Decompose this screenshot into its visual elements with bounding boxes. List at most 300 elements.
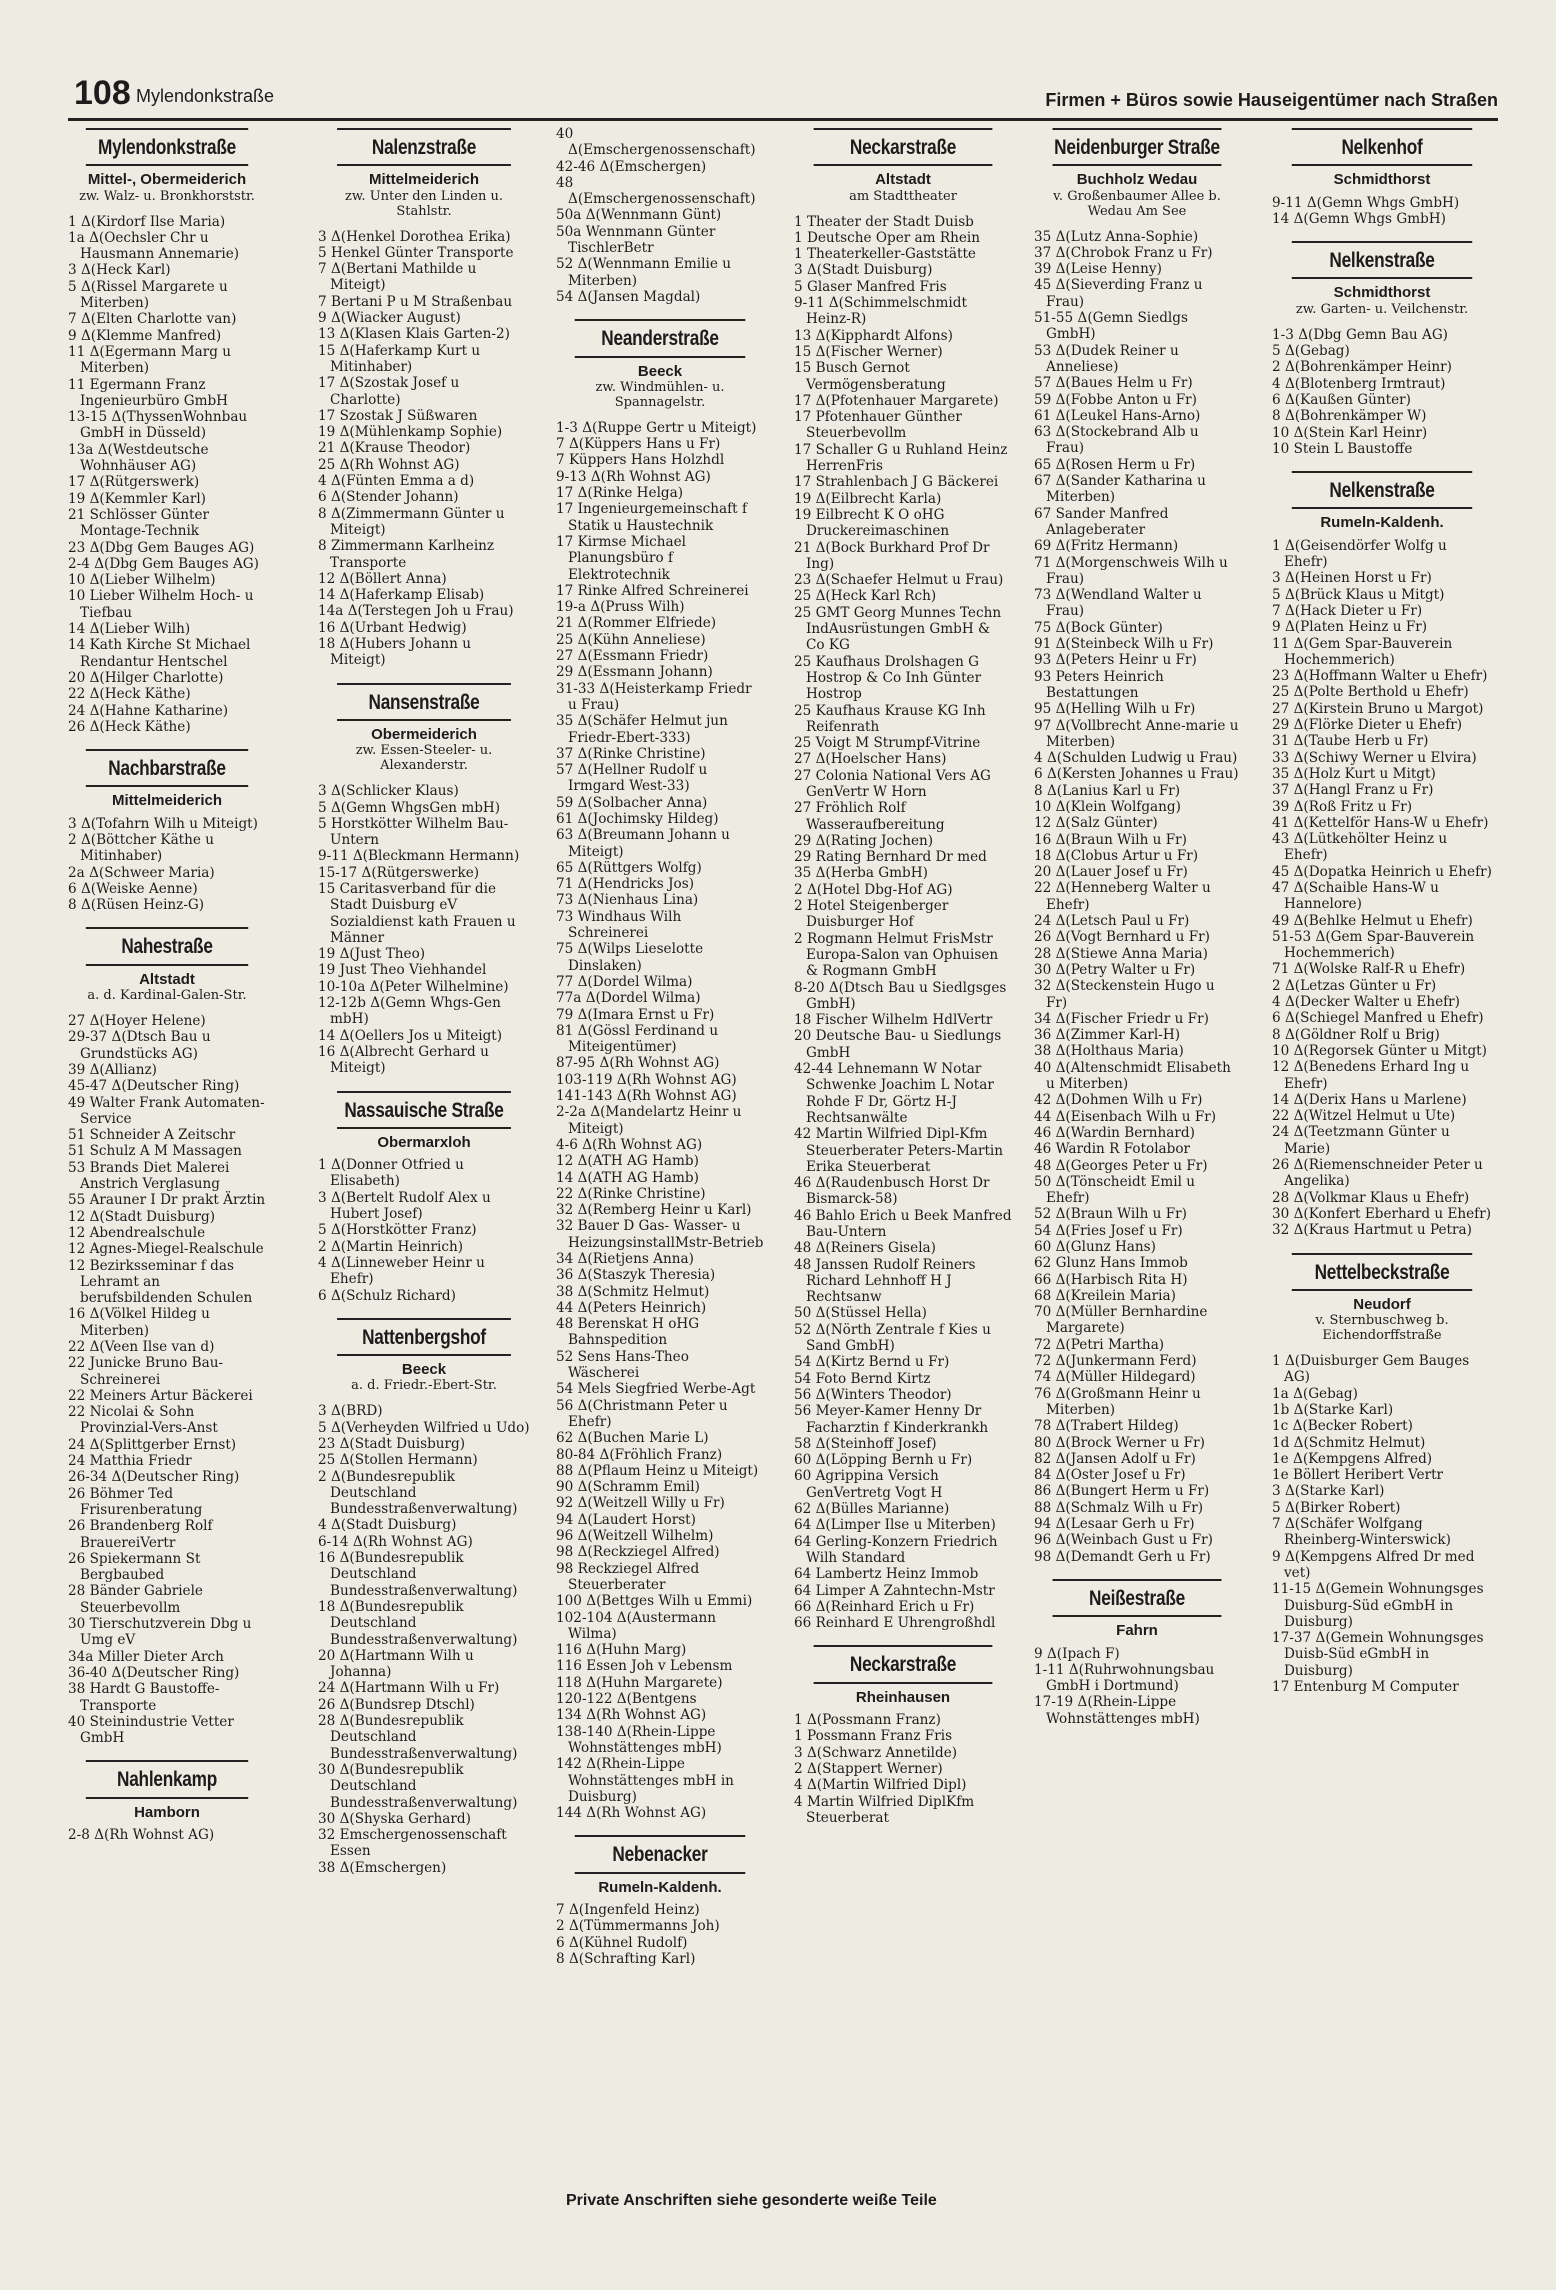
address-entry: 15 Δ(Haferkamp Kurt u Mitinhaber)	[318, 342, 481, 375]
address-entry: 40 Steinindustrie Vetter GmbH	[68, 1713, 234, 1747]
address-entry: 14 Δ(Gemn Whgs GmbH)	[1272, 210, 1446, 227]
address-entry: 17 Δ(Pfotenhauer Margarete)	[794, 392, 999, 409]
street-section	[68, 927, 266, 1746]
address-entry: 23 Δ(Dbg Gem Bauges AG)	[68, 539, 255, 556]
address-entry: 77a Δ(Dordel Wilma)	[556, 990, 701, 1007]
district-name: Obermarxloh	[377, 1133, 471, 1151]
address-entry: 50a Wennmann Günter TischlerBetr	[556, 223, 716, 257]
address-entry: 6 Δ(Schiegel Manfred u Ehefr)	[1272, 1010, 1484, 1027]
address-entry: 1-3 Δ(Dbg Gemn Bau AG)	[1272, 326, 1448, 343]
address-entry: 98 Δ(Demandt Gerh u Fr)	[1034, 1548, 1211, 1565]
address-entry: 56 Δ(Winters Theodor)	[794, 1386, 952, 1403]
address-entry: 6-14 Δ(Rh Wohnst AG)	[318, 1533, 473, 1550]
address-entry: 100 Δ(Bettges Wilh u Emmi)	[556, 1593, 753, 1610]
address-entry: 4 Δ(Schulden Ludwig u Frau)	[1034, 750, 1238, 767]
street-location-note: am Stadttheater	[849, 188, 957, 204]
address-entry: 5 Δ(Gebag)	[1272, 343, 1350, 360]
address-entry: 3 Δ(Starke Karl)	[1272, 1483, 1385, 1500]
address-entry: 20 Δ(Lauer Josef u Fr)	[1034, 864, 1188, 881]
street-heading: Nahestraße	[86, 927, 248, 965]
address-entry: 22 Meiners Artur Bäckerei	[68, 1387, 253, 1404]
address-entry: 17 Pfotenhauer Günther Steuerbevollm	[794, 409, 962, 442]
address-entry: 21 Schlösser Günter Montage-Technik	[68, 506, 210, 540]
address-entry: 17 Δ(Szostak Josef u Charlotte)	[318, 375, 460, 408]
address-entry: 1-11 Δ(Ruhrwohnungsbau GmbH i Dortmund)	[1034, 1661, 1215, 1695]
address-entry: 20 Δ(Hilger Charlotte)	[68, 669, 224, 686]
address-entry: 42 Martin Wilfried Dipl-Kfm Steuerberater Peters-Martin Erika Steuerberat	[794, 1126, 1004, 1175]
address-entry: 18 Δ(Hubers Johann u Miteigt)	[318, 636, 471, 669]
address-entry: 44 Δ(Peters Heinrich)	[556, 1299, 707, 1316]
street-section	[68, 1760, 266, 1843]
address-entry: 73 Δ(Wendland Walter u Frau)	[1034, 587, 1202, 620]
address-entry: 48 Δ(Reiners Gisela)	[794, 1240, 936, 1257]
address-entry: 8 Δ(Rüsen Heinz-G)	[68, 897, 205, 914]
district-name: Beeck	[637, 362, 683, 380]
address-entry: 6 Δ(Stender Johann)	[318, 489, 459, 506]
address-entry: 118 Δ(Huhn Margarete)	[556, 1674, 723, 1691]
address-entry: 12 Agnes-Miegel-Realschule	[68, 1241, 264, 1258]
address-entry: 29-37 Δ(Dtsch Bau u Grundstücks AG)	[68, 1029, 211, 1062]
address-entry: 2-8 Δ(Rh Wohnst AG)	[68, 1827, 215, 1844]
address-entry: 6 Δ(Schulz Richard)	[318, 1287, 456, 1304]
address-entry: 5 Δ(Horstkötter Franz)	[318, 1222, 477, 1239]
address-entry: 24 Matthia Friedr	[68, 1453, 192, 1470]
address-entry: 76 Δ(Großmann Heinr u Miterben)	[1034, 1385, 1201, 1418]
directory-column-2	[318, 126, 530, 2186]
address-entry: 21 Δ(Rommer Elfriede)	[556, 615, 717, 632]
address-entry: 37 Δ(Hangl Franz u Fr)	[1272, 782, 1434, 799]
address-entry: 22 Δ(Witzel Helmut u Ute)	[1272, 1108, 1456, 1125]
address-entry: 82 Δ(Jansen Adolf u Fr)	[1034, 1450, 1196, 1467]
address-entry: 1 Δ(Possmann Franz)	[794, 1712, 941, 1729]
address-entry: 51-55 Δ(Gemn Siedlgs GmbH)	[1034, 310, 1188, 343]
address-entry: 2 Δ(Bundesrepublik Deutschland Bundesstraßenverwaltung)	[318, 1468, 518, 1518]
address-entry: 8-20 Δ(Dtsch Bau u Siedlgsges GmbH)	[794, 979, 1007, 1012]
address-entry: 41 Δ(Kettelför Hans-W u Ehefr)	[1272, 814, 1489, 831]
address-entry: 38 Hardt G Baustoffe-Transporte	[68, 1681, 220, 1714]
address-entry: 71 Δ(Wolske Ralf-R u Ehefr)	[1272, 961, 1466, 978]
address-entry: 54 Mels Siegfried Werbe-Agt	[556, 1381, 756, 1398]
address-entry: 45 Δ(Dopatka Heinrich u Ehefr)	[1272, 863, 1492, 880]
address-entry: 6 Δ(Kaußen Günter)	[1272, 391, 1411, 408]
address-entry: 14 Kath Kirche St Michael Rendantur Hentschel	[68, 637, 251, 670]
address-entry: 75 Δ(Bock Günter)	[1034, 619, 1163, 636]
address-entry: 27 Colonia National Vers AG GenVertr W Horn	[794, 767, 991, 800]
street-location-note: zw. Windmühlen- u. Spannagelstr.	[595, 379, 725, 410]
address-entry: 22 Δ(Henneberg Walter u Ehefr)	[1034, 880, 1211, 913]
address-entry: 51 Schneider A Zeitschr	[68, 1127, 236, 1144]
address-entry: 36 Δ(Staszyk Theresia)	[556, 1267, 716, 1284]
address-entry: 80-84 Δ(Fröhlich Franz)	[556, 1446, 723, 1463]
district-name: Rheinhausen	[855, 1688, 951, 1706]
address-entry: 46 Wardin R Fotolabor	[1034, 1141, 1191, 1158]
address-entry: 6 Δ(Weiske Aenne)	[68, 880, 198, 897]
address-entry: 3 Δ(Henkel Dorothea Erika)	[318, 228, 511, 245]
address-entry: 1c Δ(Becker Robert)	[1272, 1418, 1413, 1435]
street-location-note: v. Sternbuschweg b. Eichendorffstraße	[1315, 1313, 1449, 1344]
address-entry: 12-12b Δ(Gemn Whgs-Gen mbH)	[318, 995, 501, 1028]
address-entry: 60 Agrippina Versich GenVertretg Vogt H	[794, 1468, 943, 1501]
address-entry: 14a Δ(Terstegen Joh u Frau)	[318, 603, 514, 620]
address-entry: 1 Δ(Duisburger Gem Bauges AG)	[1272, 1353, 1470, 1386]
address-entry: 29 Rating Bernhard Dr med	[794, 849, 987, 866]
address-entry: 2 Δ(Hotel Dbg-Hof AG)	[794, 881, 953, 898]
address-entry: 87-95 Δ(Rh Wohnst AG)	[556, 1055, 720, 1072]
address-entry: 24 Δ(Letsch Paul u Fr)	[1034, 913, 1190, 930]
address-entry: 64 Δ(Limper Ilse u Miterben)	[794, 1517, 996, 1534]
address-entry: 31 Δ(Taube Herb u Fr)	[1272, 733, 1429, 750]
address-entry: 95 Δ(Helling Wilh u Fr)	[1034, 701, 1196, 718]
address-entry: 71 Δ(Hendricks Jos)	[556, 876, 695, 893]
address-entry: 16 Δ(Völkel Hildeg u Miterben)	[68, 1306, 210, 1339]
address-entry: 17 Kirmse Michael Planungsbüro f Elektrotechnik	[556, 533, 686, 583]
address-entry: 40 Δ(Emschergenossenschaft)	[556, 126, 756, 159]
street-heading: Nansenstraße	[337, 683, 511, 721]
address-entry: 13a Δ(Westdeutsche Wohnhäuser AG)	[68, 441, 209, 475]
address-entry: 17-37 Δ(Gemein Wohnungsges Duisb-Süd eGmbH in Duisburg)	[1272, 1630, 1484, 1679]
street-section	[556, 126, 764, 305]
address-entry: 26 Böhmer Ted Frisurenberatung	[68, 1485, 203, 1518]
address-entry: 9 Δ(Wiacker August)	[318, 310, 461, 327]
running-street-name: Mylendonkstraße	[136, 86, 275, 106]
address-entry: 10 Δ(Klein Wolfgang)	[1034, 798, 1181, 815]
district-name: Neudorf	[1353, 1295, 1411, 1313]
address-entry: 67 Δ(Sander Katharina u Miterben)	[1034, 473, 1206, 506]
address-entry: 25 Kaufhaus Drolshagen G Hostrop & Co Inh Günter Hostrop	[794, 653, 982, 703]
address-entry: 78 Δ(Trabert Hildeg)	[1034, 1418, 1179, 1435]
address-entry: 4 Martin Wilfried DiplKfm Steuerberat	[794, 1793, 975, 1826]
street-section	[318, 1318, 530, 1876]
address-entry: 17 Ingenieurgemeinschaft f Statik u Haustechnik	[556, 501, 747, 534]
address-entry: 73 Δ(Nienhaus Lina)	[556, 892, 699, 909]
district-name: Beeck	[401, 1361, 447, 1379]
address-entry: 3 Δ(Stadt Duisburg)	[794, 262, 933, 279]
address-entry: 35 Δ(Herba GmbH)	[794, 865, 928, 882]
street-location-note: zw. Essen-Steeler- u. Alexanderstr.	[355, 743, 493, 774]
address-entry: 54 Δ(Jansen Magdal)	[556, 288, 701, 305]
address-entry: 8 Zimmermann Karlheinz Transporte	[318, 538, 495, 571]
address-entry: 19-a Δ(Pruss Wilh)	[556, 599, 685, 616]
address-entry: 64 Lambertz Heinz Immob	[794, 1566, 979, 1583]
address-entry: 22 Nicolai & Sohn Provinzial-Vers-Anst	[68, 1404, 218, 1437]
street-section	[1272, 471, 1492, 1238]
address-entry: 33 Δ(Schiwy Werner u Elvira)	[1272, 749, 1477, 766]
address-entry: 20 Deutsche Bau- u Siedlungs GmbH	[794, 1028, 1002, 1061]
address-entry: 9-11 Δ(Gemn Whgs GmbH)	[1272, 194, 1460, 211]
address-entry: 75 Δ(Wilps Lieselotte Dinslaken)	[556, 941, 704, 974]
street-heading: Nelkenstraße	[1292, 241, 1472, 279]
address-entry: 4 Δ(Linneweber Heinr u Ehefr)	[318, 1254, 485, 1288]
address-entry: 12 Abendrealschule	[68, 1224, 206, 1241]
address-entry: 49 Walter Frank Automaten-Service	[68, 1094, 265, 1127]
address-entry: 18 Δ(Bundesrepublik Deutschland Bundesstraßenverwaltung)	[318, 1598, 518, 1648]
address-entry: 27 Δ(Hoelscher Hans)	[794, 751, 947, 768]
address-entry: 2 Δ(Martin Heinrich)	[318, 1238, 464, 1255]
address-entry: 7 Küppers Hans Holzhdl	[556, 452, 725, 469]
address-entry: 30 Tierschutzverein Dbg u Umg eV	[68, 1616, 252, 1649]
address-entry: 59 Δ(Solbacher Anna)	[556, 794, 708, 811]
address-entry: 120-122 Δ(Bentgens	[556, 1691, 697, 1708]
address-entry: 69 Δ(Fritz Hermann)	[1034, 538, 1179, 555]
address-entry: 18 Δ(Clobus Artur u Fr)	[1034, 847, 1199, 864]
street-heading: Neidenburger Straße	[1053, 128, 1222, 166]
district-name: Schmidthorst	[1333, 284, 1431, 302]
address-entry: 42 Δ(Dohmen Wilh u Fr)	[1034, 1092, 1203, 1109]
address-entry: 38 Δ(Holthaus Maria)	[1034, 1043, 1184, 1060]
street-section	[318, 1091, 530, 1304]
address-entry: 35 Δ(Holz Kurt u Mitgt)	[1272, 765, 1436, 782]
address-entry: 60 Δ(Glunz Hans)	[1034, 1239, 1156, 1255]
address-entry: 50a Δ(Wennmann Günt)	[556, 207, 722, 224]
address-entry: 20 Δ(Hartmann Wilh u Johanna)	[318, 1647, 474, 1681]
address-entry: 46 Bahlo Erich u Beek Manfred Bau-Untern	[794, 1207, 1012, 1240]
address-entry: 26 Δ(Bundsrep Dtschl)	[318, 1696, 475, 1713]
address-entry: 19 Δ(Eilbrecht Karla)	[794, 490, 942, 507]
address-entry: 1 Theater der Stadt Duisb	[794, 213, 974, 230]
address-entry: 53 Brands Diet Malerei Anstrich Verglasung	[68, 1159, 230, 1193]
address-entry: 2 Δ(Bohrenkämper Heinr)	[1272, 359, 1452, 376]
address-entry: 11 Egermann Franz Ingenieurbüro GmbH	[68, 376, 229, 409]
address-entry: 9-11 Δ(Bleckmann Hermann)	[318, 848, 520, 865]
address-entry: 57 Δ(Hellner Rudolf u Irmgard West-33)	[556, 762, 708, 795]
address-entry: 93 Peters Heinrich Bestattungen	[1034, 668, 1164, 701]
address-entry: 2 Δ(Böttcher Käthe u Mitinhaber)	[68, 831, 215, 865]
address-entry: 34 Δ(Fischer Friedr u Fr)	[1034, 1010, 1209, 1027]
address-entry: 4 Δ(Stadt Duisburg)	[318, 1517, 457, 1534]
address-entry: 5 Henkel Günter Transporte	[318, 244, 514, 261]
district-name: Rumeln-Kaldenh.	[1320, 514, 1444, 532]
address-entry: 3 Δ(Bertelt Rudolf Alex u Hubert Josef)	[318, 1189, 491, 1223]
address-entry: 66 Δ(Reinhard Erich u Fr)	[794, 1598, 975, 1615]
address-entry: 14 Δ(Derix Hans u Marlene)	[1272, 1091, 1467, 1108]
address-entry: 1 Possmann Franz Fris	[794, 1728, 953, 1745]
address-entry: 23 Δ(Stadt Duisburg)	[318, 1436, 466, 1452]
address-entry: 52 Sens Hans-Theo Wäscherei	[556, 1348, 689, 1382]
street-section	[1272, 128, 1492, 227]
address-entry: 12 Δ(ATH AG Hamb)	[556, 1153, 699, 1170]
address-entry: 116 Δ(Huhn Marg)	[556, 1642, 687, 1659]
address-entry: 3 Δ(BRD)	[318, 1403, 383, 1420]
address-entry: 3 Δ(Heinen Horst u Fr)	[1272, 570, 1432, 587]
address-entry: 80 Δ(Brock Werner u Fr)	[1034, 1434, 1205, 1451]
street-heading: Nattenbergshof	[337, 1318, 511, 1356]
footer-note: Private Anschriften siehe gesonderte weiße Teile	[566, 2192, 937, 2209]
address-entry: 4 Δ(Fünten Emma a d)	[318, 473, 475, 490]
page-header	[68, 68, 1498, 121]
address-entry: 3 Δ(Heck Karl)	[68, 262, 171, 279]
district-name: Hamborn	[134, 1803, 200, 1821]
address-entry: 25 Δ(Heck Karl Rch)	[794, 588, 937, 605]
address-entry: 62 Δ(Buchen Marie L)	[556, 1430, 709, 1447]
address-entry: 29 Δ(Essmann Johann)	[556, 664, 713, 681]
address-entry: 2-4 Δ(Dbg Gem Bauges AG)	[68, 555, 259, 572]
address-entry: 66 Δ(Harbisch Rita H)	[1034, 1271, 1188, 1288]
street-heading: Neckarstraße	[814, 1645, 993, 1683]
address-entry: 7 Δ(Bertani Mathilde u Miteigt)	[318, 261, 477, 294]
address-entry: 26 Δ(Riemenschneider Peter u Angelika)	[1272, 1157, 1483, 1190]
address-entry: 54 Foto Bernd Kirtz	[794, 1370, 931, 1387]
street-section	[68, 128, 266, 735]
address-entry: 18 Fischer Wilhelm HdlVertr	[794, 1012, 993, 1029]
address-entry: 19 Δ(Just Theo)	[318, 946, 426, 963]
address-entry: 29 Δ(Rating Jochen)	[794, 832, 934, 849]
address-entry: 47 Δ(Schaible Hans-W u Hannelore)	[1272, 879, 1439, 913]
address-entry: 1b Δ(Starke Karl)	[1272, 1402, 1394, 1418]
address-entry: 17 Strahlenbach J G Bäckerei	[794, 474, 999, 491]
address-entry: 48 Δ(Georges Peter u Fr)	[1034, 1157, 1208, 1174]
street-heading: Nassauische Straße	[337, 1091, 511, 1129]
address-entry: 58 Δ(Steinhoff Josef)	[794, 1435, 937, 1452]
address-entry: 90 Δ(Schramm Emil)	[556, 1479, 700, 1496]
address-entry: 17 Rinke Alfred Schreinerei	[556, 582, 749, 599]
address-entry: 94 Δ(Laudert Horst)	[556, 1511, 696, 1528]
address-entry: 1 Δ(Kirdorf Ilse Maria)	[68, 213, 226, 230]
address-entry: 66 Reinhard E Uhrengroßhdl	[794, 1615, 996, 1632]
address-entry: 1a Δ(Oechsler Chr u Hausmann Annemarie)	[68, 229, 240, 263]
address-entry: 62 Glunz Hans Immob	[1034, 1255, 1188, 1272]
address-entry: 72 Δ(Petri Martha)	[1034, 1336, 1165, 1353]
address-entry: 92 Δ(Weitzell Willy u Fr)	[556, 1495, 725, 1512]
directory-column-3	[556, 126, 764, 2186]
address-entry: 10 Stein L Baustoffe	[1272, 440, 1413, 457]
address-entry: 9 Δ(Klemme Manfred)	[68, 327, 222, 344]
address-entry: 56 Meyer-Kamer Henny Dr Facharztin f Kinderkrankh	[794, 1403, 989, 1436]
address-entry: 17 Szostak J Süßwaren	[318, 407, 478, 424]
address-entry: 9 Δ(Ipach F)	[1034, 1645, 1120, 1662]
address-entry: 48 Berenskat H oHG Bahnspedition	[556, 1316, 700, 1349]
street-section	[556, 319, 764, 1821]
address-entry: 65 Δ(Rüttgers Wolfg)	[556, 859, 702, 876]
address-entry: 5 Δ(Birker Robert)	[1272, 1499, 1401, 1516]
address-entry: 26 Δ(Vogt Bernhard u Fr)	[1034, 929, 1210, 946]
street-heading: Mylendonkstraße	[86, 128, 248, 166]
address-entry: 8 Δ(Zimmermann Günter u Miteigt)	[318, 505, 505, 538]
street-location-note: a. d. Friedr.-Ebert-Str.	[351, 1378, 497, 1394]
address-entry: 17-19 Δ(Rhein-Lippe Wohnstättenges mbH)	[1034, 1694, 1200, 1727]
address-entry: 14 Δ(Lieber Wilh)	[68, 621, 191, 638]
address-entry: 28 Bänder Gabriele Steuerbevollm	[68, 1583, 203, 1616]
address-entry: 9-11 Δ(Schimmelschmidt Heinz-R)	[794, 295, 967, 328]
district-name: Altstadt	[139, 970, 195, 988]
directory-column-6	[1272, 126, 1492, 2186]
address-entry: 10 Δ(Regorsek Günter u Mitgt)	[1272, 1042, 1487, 1059]
address-entry: 4 Δ(Blotenberg Irmtraut)	[1272, 375, 1446, 392]
address-entry: 3 Δ(Schlicker Klaus)	[318, 783, 459, 800]
address-entry: 46 Δ(Wardin Bernhard)	[1034, 1124, 1195, 1141]
address-entry: 9-13 Δ(Rh Wohnst AG)	[556, 468, 711, 485]
address-entry: 10-10a Δ(Peter Wilhelmine)	[318, 978, 509, 995]
address-entry: 12 Δ(Böllert Anna)	[318, 570, 447, 587]
address-entry: 25 Δ(Rh Wohnst AG)	[318, 456, 460, 473]
address-entry: 2 Hotel Steigenberger Duisburger Hof	[794, 898, 949, 931]
street-section	[794, 128, 1012, 1631]
address-entry: 26-34 Δ(Deutscher Ring)	[68, 1469, 240, 1486]
address-entry: 86 Δ(Bungert Herm u Fr)	[1034, 1483, 1210, 1500]
address-entry: 34a Miller Dieter Arch	[68, 1648, 224, 1665]
address-entry: 141-143 Δ(Rh Wohnst AG)	[556, 1088, 737, 1105]
address-entry: 1e Δ(Kempgens Alfred)	[1272, 1450, 1433, 1467]
address-entry: 62 Δ(Bülles Marianne)	[794, 1501, 950, 1518]
address-entry: 43 Δ(Lütkehölter Heinz u Ehefr)	[1272, 831, 1448, 864]
address-entry: 32 Δ(Kraus Hartmut u Petra)	[1272, 1222, 1472, 1239]
address-entry: 61 Δ(Jochimsky Hildeg)	[556, 810, 719, 827]
address-entry: 68 Δ(Kreilein Maria)	[1034, 1287, 1176, 1304]
address-entry: 11-15 Δ(Gemein Wohnungsges Duisburg-Süd eGmbH in Duisburg)	[1272, 1581, 1484, 1630]
address-entry: 84 Δ(Oster Josef u Fr)	[1034, 1467, 1186, 1484]
address-entry: 32 Emschergenossenschaft Essen	[318, 1827, 507, 1860]
address-entry: 25 Δ(Kühn Anneliese)	[556, 631, 706, 648]
address-entry: 50 Δ(Tönscheidt Emil u Ehefr)	[1034, 1173, 1196, 1207]
street-heading: Neanderstraße	[575, 319, 746, 357]
address-entry: 44 Δ(Eisenbach Wilh u Fr)	[1034, 1108, 1217, 1125]
address-entry: 98 Reckziegel Alfred Steuerberater	[556, 1560, 700, 1593]
address-entry: 71 Δ(Morgenschweis Wilh u Frau)	[1034, 554, 1228, 587]
address-entry: 30 Δ(Konfert Eberhard u Ehefr)	[1272, 1205, 1492, 1222]
address-entry: 88 Δ(Schmalz Wilh u Fr)	[1034, 1499, 1204, 1516]
address-entry: 12 Δ(Salz Günter)	[1034, 815, 1158, 832]
street-heading: Nelkenhof	[1292, 128, 1472, 166]
street-heading: Nalenzstraße	[337, 128, 511, 166]
address-entry: 22 Δ(Heck Käthe)	[68, 686, 191, 703]
street-section	[1034, 128, 1240, 1565]
address-entry: 12 Δ(Stadt Duisburg)	[68, 1208, 216, 1225]
directory-column-1	[68, 126, 266, 2186]
address-entry: 32 Δ(Steckenstein Hugo u Fr)	[1034, 978, 1215, 1011]
address-entry: 5 Δ(Brück Klaus u Mitgt)	[1272, 586, 1445, 603]
district-name: Altstadt	[875, 171, 931, 189]
address-entry: 51-53 Δ(Gem Spar-Bauverein Hochemmerich)	[1272, 928, 1475, 962]
address-entry: 8 Δ(Göldner Rolf u Brig)	[1272, 1026, 1440, 1043]
address-entry: 91 Δ(Steinbeck Wilh u Fr)	[1034, 636, 1214, 653]
address-entry: 16 Δ(Albrecht Gerhard u Miteigt)	[318, 1043, 489, 1077]
address-entry: 26 Δ(Heck Käthe)	[68, 718, 191, 735]
address-entry: 67 Sander Manfred Anlageberater	[1034, 505, 1169, 538]
address-entry: 19 Δ(Mühlenkamp Sophie)	[318, 424, 503, 441]
address-entry: 30 Δ(Bundesrepublik Deutschland Bundesstraßenverwaltung)	[318, 1761, 518, 1811]
address-entry: 15 Δ(Fischer Werner)	[794, 343, 943, 360]
address-entry: 24 Δ(Splittgerber Ernst)	[68, 1436, 237, 1453]
address-entry: 23 Δ(Schaefer Helmut u Frau)	[794, 572, 1004, 589]
address-entry: 49 Δ(Behlke Helmut u Ehefr)	[1272, 912, 1473, 929]
address-entry: 2 Δ(Letzas Günter u Fr)	[1272, 977, 1437, 994]
address-entry: 38 Δ(Schmitz Helmut)	[556, 1283, 710, 1300]
address-entry: 1e Böllert Heribert Vertr	[1272, 1467, 1444, 1484]
address-entry: 7 Δ(Ingenfeld Heinz)	[556, 1901, 700, 1918]
address-entry: 4 Δ(Martin Wilfried Dipl)	[794, 1777, 967, 1794]
address-entry: 26 Spiekermann St Bergbaubed	[68, 1550, 201, 1584]
street-section	[68, 749, 266, 913]
address-entry: 32 Bauer D Gas- Wasser- u HeizungsinstallMstr-Betrieb	[556, 1218, 764, 1251]
street-section	[794, 1645, 1012, 1826]
address-entry: 25 Δ(Polte Berthold u Ehefr)	[1272, 684, 1469, 701]
address-entry: 24 Δ(Hartmann Wilh u Fr)	[318, 1680, 500, 1697]
address-entry: 12 Δ(Benedens Erhard Ing u Ehefr)	[1272, 1059, 1470, 1092]
address-entry: 38 Δ(Emschergen)	[318, 1859, 447, 1876]
address-entry: 46 Δ(Raudenbusch Horst Dr Bismarck-58)	[794, 1175, 990, 1208]
address-entry: 5 Δ(Verheyden Wilfried u Udo)	[318, 1419, 530, 1436]
address-entry: 36 Δ(Zimmer Karl-H)	[1034, 1027, 1181, 1044]
address-entry: 88 Δ(Pflaum Heinz u Miteigt)	[556, 1462, 759, 1479]
address-entry: 19 Just Theo Viehhandel	[318, 962, 487, 979]
address-entry: 1 Δ(Donner Otfried u Elisabeth)	[318, 1157, 464, 1190]
address-entry: 48 Δ(Emschergenossenschaft)	[556, 174, 756, 208]
address-entry: 17 Entenburg M Computer	[1272, 1679, 1459, 1696]
address-entry: 102-104 Δ(Austermann Wilma)	[556, 1609, 716, 1642]
address-entry: 27 Fröhlich Rolf Wasseraufbereitung	[794, 800, 945, 833]
street-heading: Nebenacker	[575, 1835, 746, 1873]
address-entry: 4-6 Δ(Rh Wohnst AG)	[556, 1136, 703, 1153]
address-entry: 6 Δ(Kühnel Rudolf)	[556, 1934, 688, 1951]
